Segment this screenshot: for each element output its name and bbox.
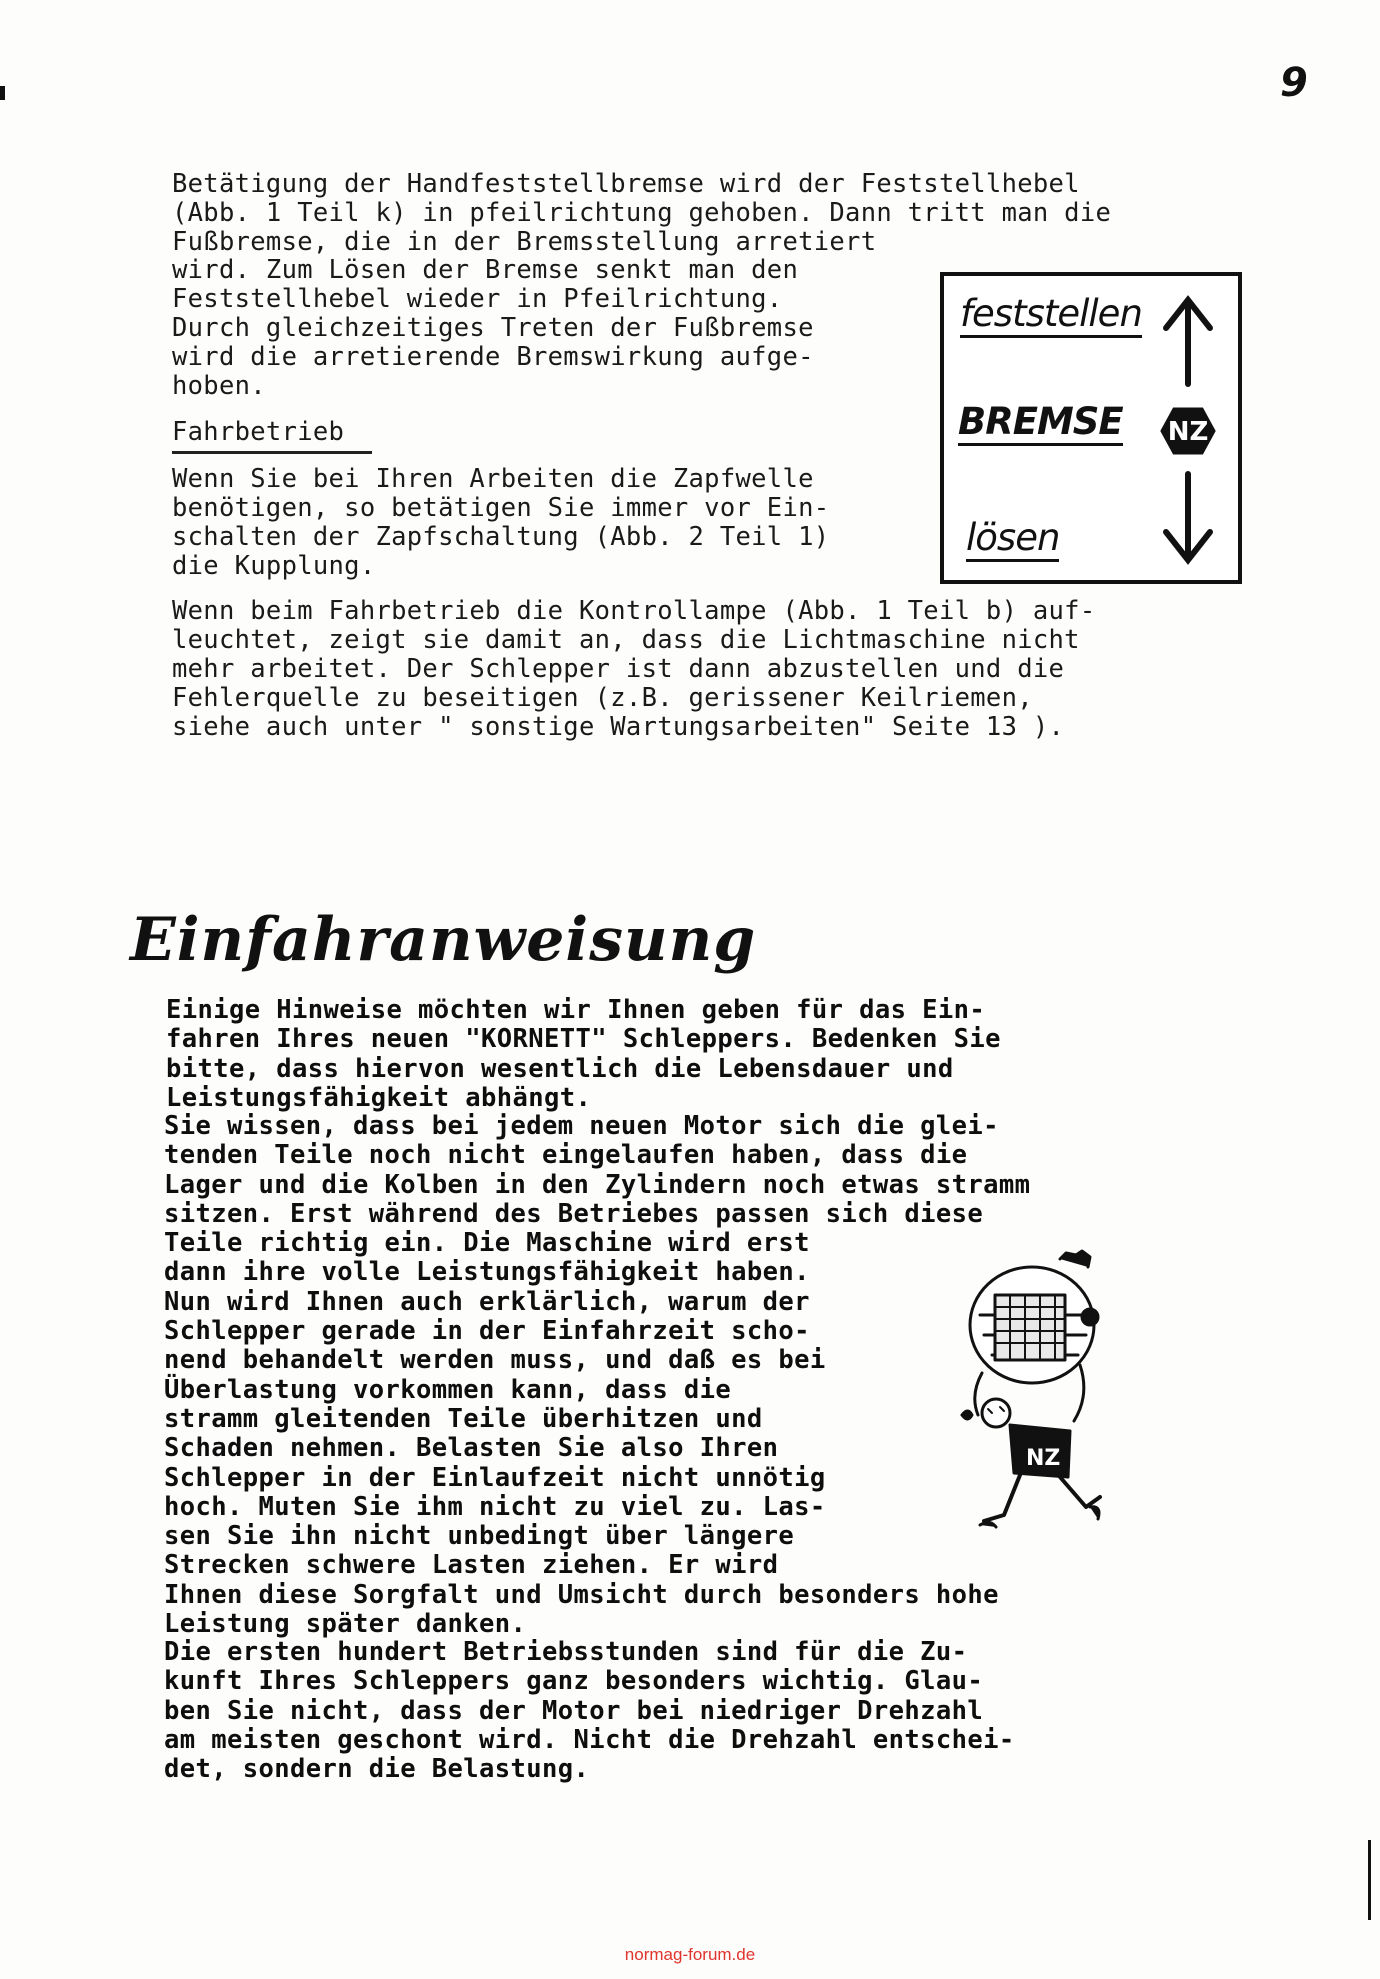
arrow-up-icon: [1166, 300, 1210, 384]
paragraph-run-in-intro: Einige Hinweise möchten wir Ihnen geben für das Ein- fahren Ihres neuen "KORNETT" Schleppers. Bedenken Sie bitte, dass hiervon wesentlich die Lebensdauer und Leistungsfähigkeit abhängt.: [166, 995, 1001, 1113]
paragraph-handbrake: Betätigung der Handfeststellbremse wird der Feststellhebel (Abb. 1 Teil k) in pfeilrichtung gehoben. Dann tritt man die Fußbremse, die in der Bremsstellung arretiert: [172, 169, 1112, 257]
svg-text:NZ: NZ: [1167, 417, 1209, 447]
mascot-carrying-engine-illustration: [940, 1245, 1120, 1565]
footer-source: normag-forum.de: [624, 1945, 756, 1964]
paragraph-warning-lamp: Wenn beim Fahrbetrieb die Kontrollampe (Abb. 1 Teil b) auf- leuchtet, zeigt sie damit an, dass die Lichtmaschine nicht mehr arbeitet. Der Schlepper ist dann abzustellen und die Fehlerquelle zu beseitigen (z.B. gerissener Keilriemen, siehe auch unter " sonstige Wartungsarbeiten" Seite 13 ).: [172, 596, 1096, 742]
heading-fahrbetrieb: Fahrbetrieb: [172, 418, 372, 454]
page-number: 9: [1280, 60, 1308, 106]
paragraph-pto: Wenn Sie bei Ihren Arbeiten die Zapfwelle benötigen, so betätigen Sie immer vor Ein- schalten der Zapfschaltung (Abb. 2 Teil 1) die Kupplung.: [172, 464, 830, 581]
binding-mark: [0, 86, 5, 100]
binding-mark: [1368, 1840, 1371, 1920]
paragraph-release-brake: wird. Zum Lösen der Bremse senkt man den Feststellhebel wieder in Pfeilrichtung. Durch gleichzeitiges Treten der Fußbremse wird die arretierende Bremswirkung aufge- hoben.: [172, 255, 814, 401]
svg-text:NZ: NZ: [1026, 1446, 1061, 1471]
paragraph-run-in-details: Sie wissen, dass bei jedem neuen Motor sich die glei- tenden Teile noch nicht eingelaufen haben, dass die Lager und die Kolben in den Zylindern noch etwas stramm sitzen. Erst während des Betriebes passen sich diese Teile richtig ein. Die Maschine wird erst dann ihre volle Leistungsfähigkeit haben. Nun wird Ihnen auch erklärlich, warum der Schlepper gerade in der Einfahrzeit scho- nend behandelt werden muss, und daß es bei Überlastung vorkommen kann, dass die stramm gleitenden Teile überhitzen und Schaden nehmen. Belasten Sie also Ihren Schlepper in der Einlaufzeit nicht unnötig hoch. Muten Sie ihm nicht zu viel zu. Las- sen Sie ihn nicht unbedingt über längere Strecken schwere Lasten ziehen. Er wird Ihnen diese Sorgfalt und Umsicht durch besonders hohe Leistung später danken.: [164, 1111, 1031, 1640]
paragraph-first-hours: Die ersten hundert Betriebsstunden sind für die Zu- kunft Ihres Schleppers ganz besonders wichtig. Glau- ben Sie nicht, dass der Motor bei niedriger Drehzahl am meisten geschont wird. Nicht die Drehzahl entschei- det, sondern die Belastung.: [164, 1637, 1015, 1785]
nz-logo-icon: [1162, 409, 1214, 453]
brake-arrows-graphic: [944, 276, 1238, 580]
brake-label-release: lösen: [966, 516, 1059, 562]
brake-label-title: BREMSE: [958, 400, 1123, 446]
brake-diagram: [940, 272, 1242, 584]
brake-label-lock: feststellen: [960, 292, 1142, 338]
section-title-einfahranweisung: Einfahranweisung: [130, 905, 757, 975]
arrow-down-icon: [1166, 474, 1210, 560]
